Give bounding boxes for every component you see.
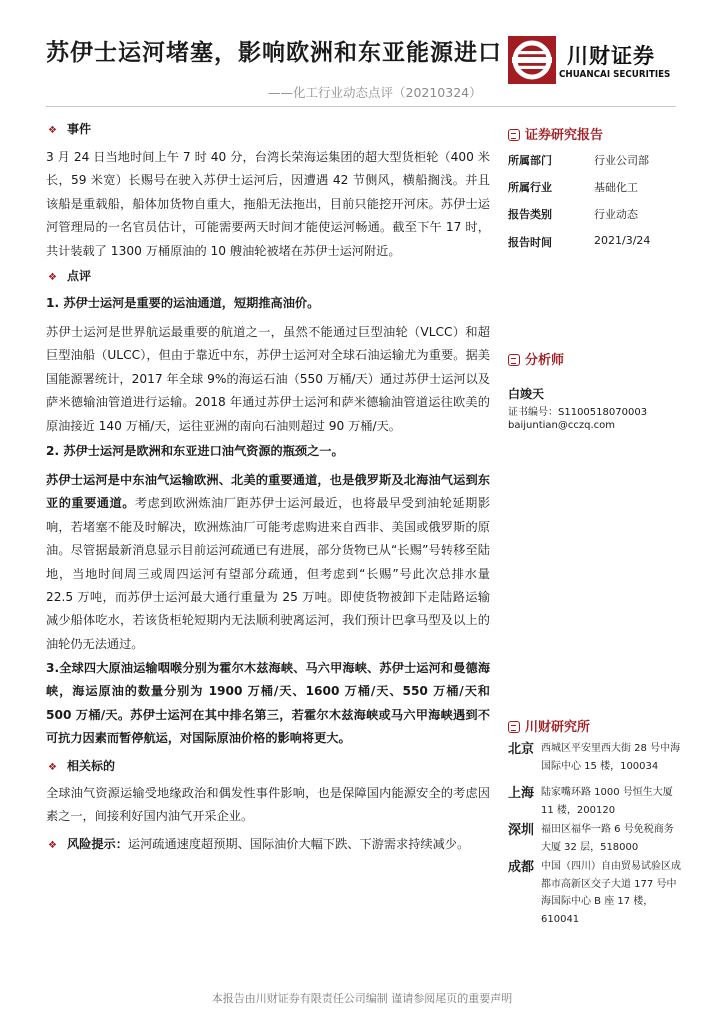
header-divider (46, 106, 676, 107)
diamond-bullet-icon: ❖ (48, 840, 57, 851)
info-value: 2021/3/24 (594, 234, 651, 247)
info-value: 行业动态 (594, 208, 638, 221)
point2-bold-lead: 苏伊士运河是中东油气运输欧洲、北美的重要通道，也是俄罗斯及北海油气运到东亚的重要通道。 (46, 473, 490, 511)
info-row-department (508, 152, 552, 168)
analyst-name: 白竣天 (508, 387, 545, 401)
related-heading: ❖ 相关标的 (48, 759, 115, 773)
point1-paragraph: 苏伊士运河是世界航运最重要的航道之一，虽然不能通过巨型油轮（VLCC）和超巨型油船（ULCC），但由于靠近中东，苏伊士运河对全球石油运输尤为重要。据美国能源署统计，2017 年全球 9%的海运石油（550 万桶/天）通过苏伊士运河以及萨米德输油管道进行运输。2018 年通过苏伊士运河和萨米德输油管道运往欧美的原油接近 140 万桶/天，运往亚洲的南向石油则超过 90 万桶/天。 (46, 325, 490, 433)
office-city: 深圳 (508, 823, 535, 838)
info-label: 报告时间 (508, 236, 552, 249)
page-footer: 本报告由川财证券有限责任公司编制 谨请参阅尾页的重要声明 (211, 992, 513, 1005)
event-heading: ❖ 事件 (48, 122, 91, 136)
info-row-date (508, 234, 552, 250)
info-label: 所属行业 (508, 181, 552, 194)
brand-name-en: CHUANCAI SECURITIES (559, 69, 671, 80)
office-city: 成都 (508, 860, 535, 875)
chuancai-logo-icon (508, 36, 556, 84)
office-address: 福田区福华一路 6 号免税商务大厦 32 层，518000 (541, 824, 674, 853)
info-label: 报告类别 (508, 208, 552, 221)
office-address: 西城区平安里西大街 28 号中海国际中心 15 楼，100034 (541, 743, 681, 772)
info-value: 行业公司部 (594, 154, 649, 167)
office-city: 上海 (508, 786, 535, 801)
diamond-bullet-icon: ❖ (48, 272, 57, 283)
info-value: 基础化工 (594, 181, 638, 194)
diamond-bullet-icon: ❖ (48, 125, 57, 136)
point2-title: 2. 苏伊士运河是欧洲和东亚进口油气资源的瓶颈之一。 (46, 444, 344, 458)
risk-text: 运河疏通速度超预期、国际油价大幅下跌、下游需求持续减少。 (127, 837, 470, 851)
event-paragraph: 3 月 24 日当地时间上午 7 时 40 分，台湾长荣海运集团的超大型货柜轮（400 米长，59 米宽）长赐号在驶入苏伊士运河后，因遭遇 42 节侧风，横船搁浅。并且该船是重载船，船体加货物自重大，拖船无法拖出，目前只能挖开河床。苏伊士运河管理局的一名官员估计，可能需要两天时间才能使运河畅通。截至下午 17 时，共计装载了 1300 万桶原油的 10 艘油轮被堵在苏伊士运河附近。 (46, 150, 490, 258)
analyst-email[interactable]: baijuntian@cczq.com (508, 420, 616, 431)
point3-paragraph: 3.全球四大原油运输咽喉分别为霍尔木兹海峡、马六甲海峡、苏伊士运河和曼德海峡，海运原油的数量分别为 1900 万桶/天、1600 万桶/天、550 万桶/天和 500 万桶/天。苏伊士运河在其中排名第三，若霍尔木兹海峡或马六甲海峡遇到不可抗力因素而暂停航运，对国际原油价格的影响将更大。 (46, 661, 490, 746)
point2-body: 考虑到欧洲炼油厂距苏伊士运河最近，也将最早受到油轮延期影响，若堵塞不能及时解决，欧洲炼油厂可能考虑购进来自西非、美国或俄罗斯的原油。尽管据最新消息显示目前运河疏通已有进展，部分货物已从“长赐”号转移至陆地，当地时间周三或周四运河有望部分疏通，但考虑到“长赐”号此次总排水量 22.5 万吨，而苏伊士运河最大通行重量为 25 万吨。即使货物被卸下走陆路运输减少船体吃水，若该货柜轮短期内无法顺利驶离运河，我们预计巴拿马型及以上的油轮仍无法通过。 (46, 496, 491, 651)
section-marker-icon (508, 721, 520, 733)
risk-warning (48, 835, 469, 852)
info-row-category (508, 206, 552, 222)
sidebar-report-heading: 证券研究报告 (508, 124, 603, 143)
office-city: 北京 (508, 742, 535, 757)
risk-label: 风险提示： (66, 837, 128, 851)
office-address: 陆家嘴环路 1000 号恒生大厦 11 楼，200120 (541, 787, 673, 816)
sidebar-analyst-heading: 分析师 (508, 349, 564, 368)
sidebar-institute-heading: 川财研究所 (508, 716, 590, 735)
report-title: 苏伊士运河堵塞，影响欧洲和东亚能源进口 (46, 40, 502, 66)
comment-heading: ❖ 点评 (48, 269, 91, 283)
office-address: 中国（四川）自由贸易试验区成都市高新区交子大道 177 号中海国际中心 B 座 17 楼，610041 (541, 861, 681, 925)
point1-title: 1. 苏伊士运河是重要的运油通道，短期推高油价。 (46, 296, 320, 310)
related-paragraph: 全球油气资源运输受地缘政治和偶发性事件影响，也是保障国内能源安全的考虑因素之一，间接利好国内油气开采企业。 (46, 786, 490, 824)
report-subtitle: ——化工行业动态点评（20210324） (268, 85, 482, 100)
info-row-industry (508, 179, 552, 195)
section-marker-icon (508, 354, 520, 366)
diamond-bullet-icon: ❖ (48, 762, 57, 773)
point2-paragraph (46, 469, 490, 656)
section-marker-icon (508, 129, 520, 141)
analyst-certificate: 证书编号：S1100518070003 (508, 407, 648, 418)
brand-name-cn: 川财证券 (567, 44, 655, 68)
info-label: 所属部门 (508, 154, 552, 167)
